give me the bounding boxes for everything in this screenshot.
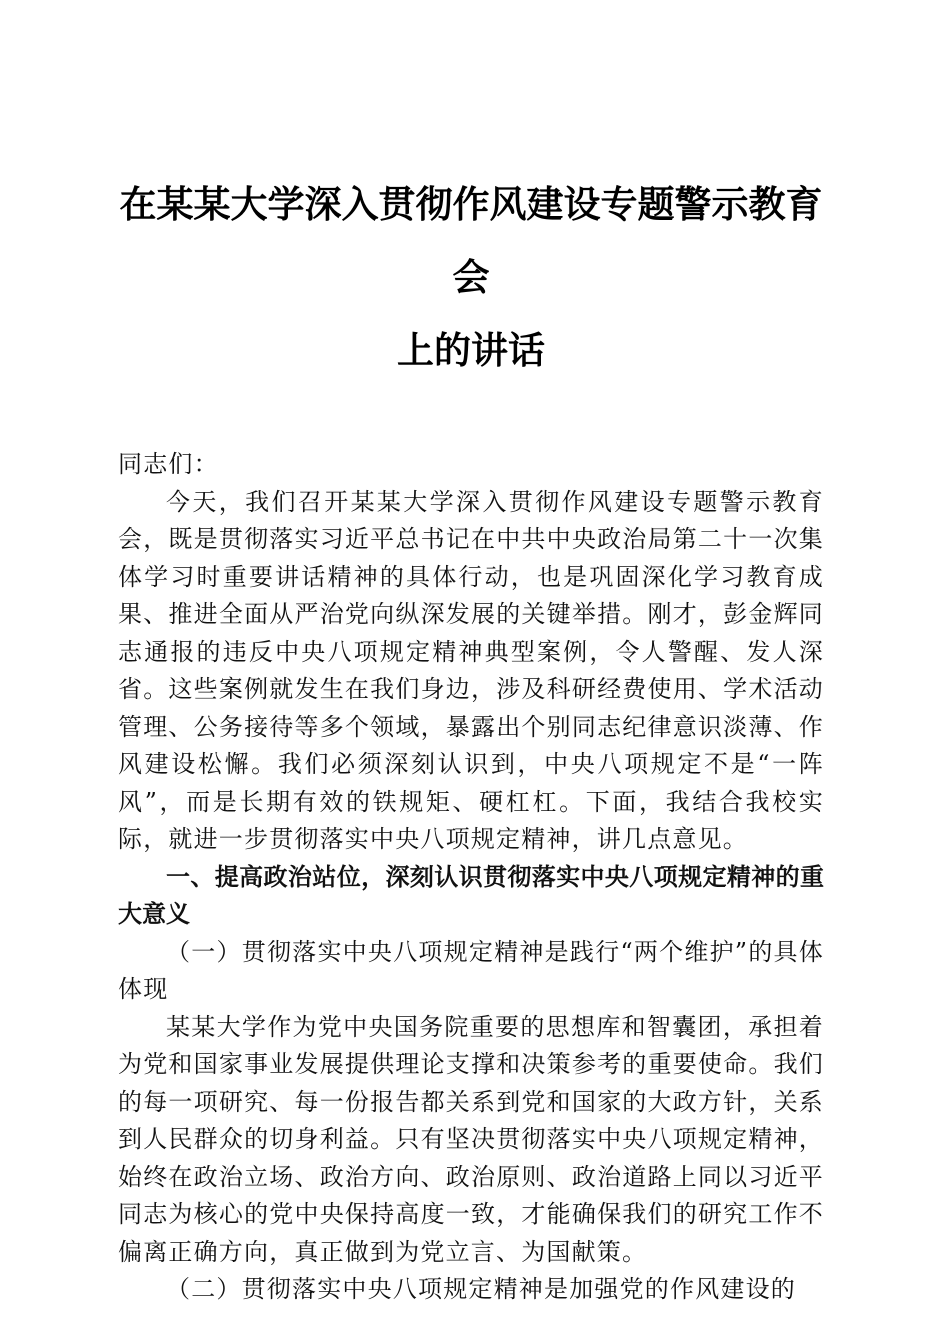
document-body xyxy=(118,446,824,1309)
intro-paragraph: 今天，我们召开某某大学深入贯彻作风建设专题警示教育会，既是贯彻落实习近平总书记在中共中央政治局第二十一次集体学习时重要讲话精神的具体行动，也是巩固深化学习教育成果、推进全面从严治党向纵深发展的关键举措。刚才，彭金辉同志通报的违反中央八项规定精神典型案例，令人警醒、发人深省。这些案例就发生在我们身边，涉及科研经费使用、学术活动管理、公务接待等多个领域，暴露出个别同志纪律意识淡薄、作风建设松懈。我们必须深刻认识到，中央八项规定不是“一阵风”，而是长期有效的铁规矩、硬杠杠。下面，我结合我校实际，就进一步贯彻落实中央八项规定精神，讲几点意见。 xyxy=(118,487,824,853)
subsection-1-heading: （一）贯彻落实中央八项规定精神是践行“两个维护”的具体体现 xyxy=(118,937,824,1003)
title-line-2: 上的讲话 xyxy=(397,328,545,372)
title-line-1: 在某某大学深入贯彻作风建设专题警示教育会 xyxy=(119,182,823,299)
subsection-1-body: 某某大学作为党中央国务院重要的思想库和智囊团，承担着为党和国家事业发展提供理论支撑和决策参考的重要使命。我们的每一项研究、每一份报告都关系到党和国家的大政方针，关系到人民群众的切身利益。只有坚决贯彻落实中央八项规定精神，始终在政治立场、政治方向、政治原则、政治道路上同以习近平同志为核心的党中央保持高度一致，才能确保我们的研究工作不偏离正确方向，真正做到为党立言、为国献策。 xyxy=(118,1012,824,1266)
document-page xyxy=(118,168,824,1309)
document-title xyxy=(118,168,824,387)
section-1-heading: 一、提高政治站位，深刻认识贯彻落实中央八项规定精神的重大意义 xyxy=(118,862,824,928)
subsection-2-heading: （二）贯彻落实中央八项规定精神是加强党的作风建设的 xyxy=(166,1275,796,1303)
salutation: 同志们： xyxy=(118,450,219,478)
